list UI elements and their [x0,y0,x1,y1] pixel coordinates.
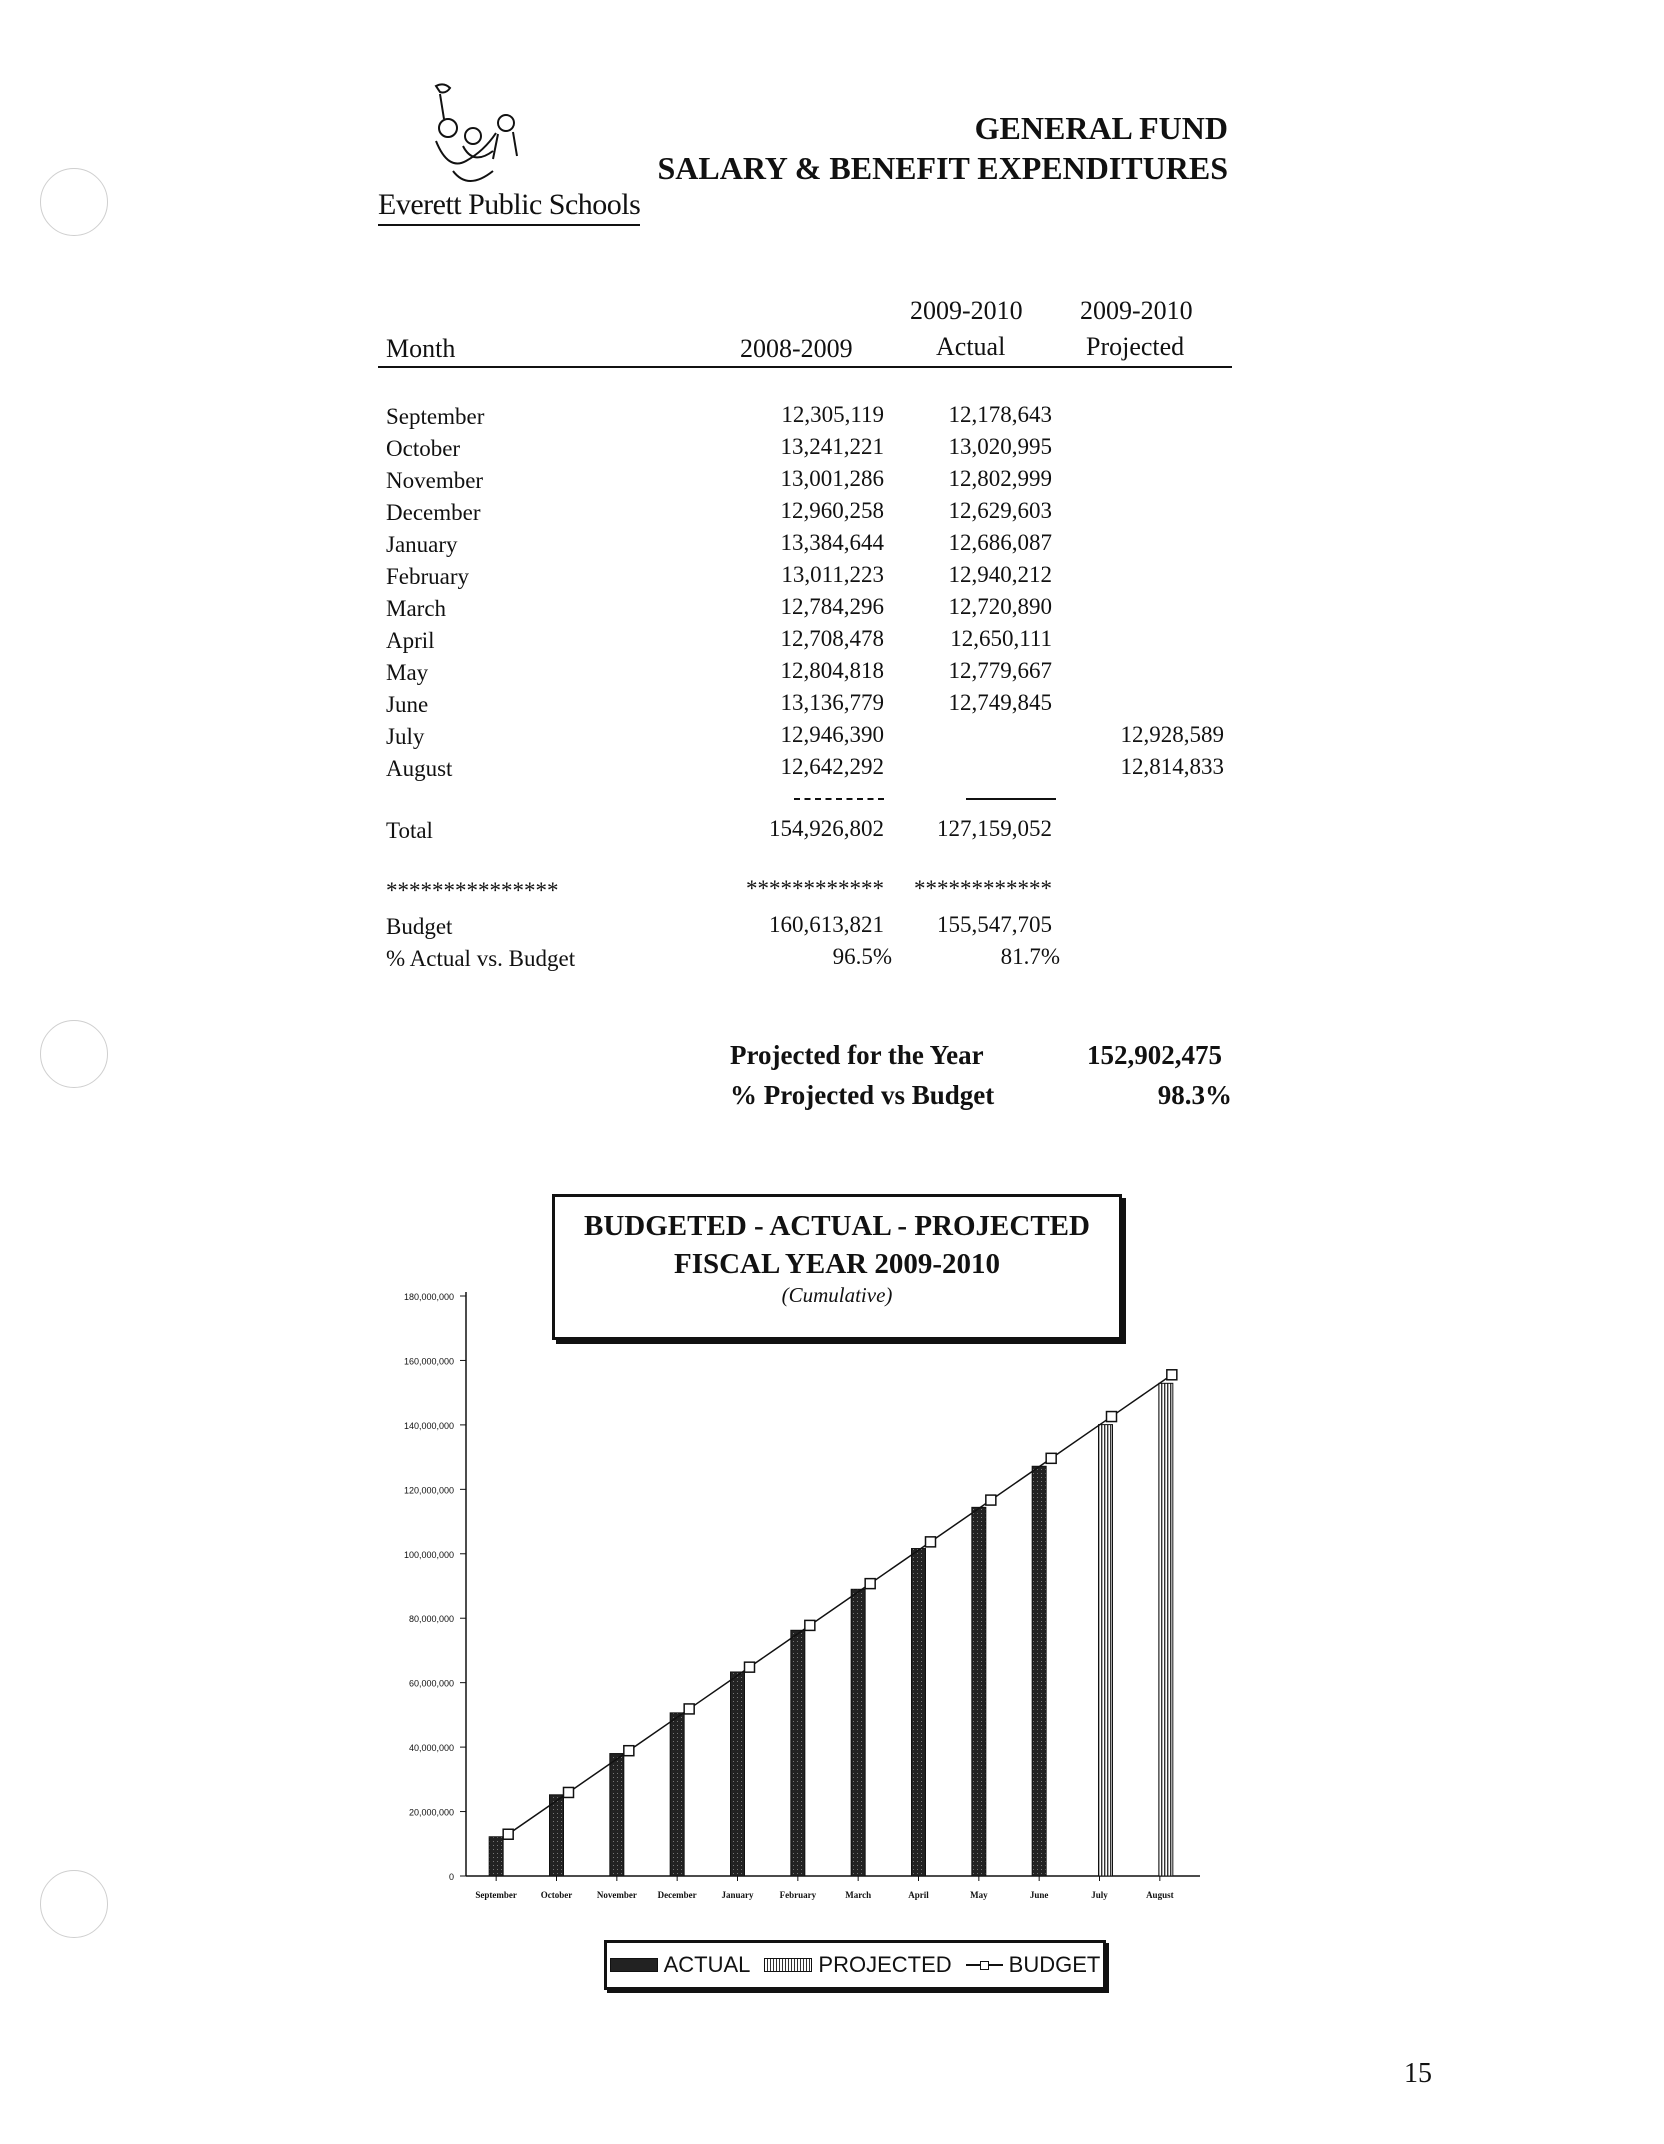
bar-actual [791,1630,805,1876]
bar-actual [489,1837,503,1876]
chart-title: BUDGETED - ACTUAL - PROJECTED [584,1210,1090,1242]
row-month: August [386,756,453,781]
row-value-projected: 12,814,833 [1120,754,1224,779]
y-tick-label: 0 [448,1872,454,1882]
row-month: December [386,500,481,525]
y-tick-label: 60,000,000 [408,1678,454,1689]
row-value-2008: 13,011,223 [781,562,884,587]
row-value-actual: 12,940,212 [948,562,1052,587]
pct-2008: 96.5% [832,944,892,969]
row-value-2008: 13,384,644 [780,530,884,555]
x-tick-label: January [721,1890,754,1900]
pct-actual: 81.7% [1000,944,1060,969]
x-tick-label: April [908,1890,929,1900]
row-month: April [386,628,435,653]
row-value-actual: 12,178,643 [948,402,1052,427]
row-value-2008: 12,804,818 [780,658,884,683]
x-tick-label: October [540,1890,573,1900]
row-month: March [386,596,447,621]
chart-note: (Cumulative) [781,1283,893,1307]
col-2009-2010-projected-label: Projected [1086,332,1185,361]
bar-actual [610,1754,624,1876]
row-value-actual: 12,720,890 [948,594,1052,619]
row-value-2008: 12,708,478 [780,626,884,651]
row-month: November [386,468,484,493]
chart-legend [604,1940,1106,1990]
projected-pct-label: % Projected vs Budget [730,1080,995,1110]
legend-projected: PROJECTED [818,1952,952,1977]
row-value-2008: 13,241,221 [780,434,884,459]
title-salary-benefit: SALARY & BENEFIT EXPENDITURES [657,150,1228,186]
bar-actual [731,1672,745,1876]
total-actual: 127,159,052 [937,816,1052,841]
budget-actual: 155,547,705 [937,912,1052,937]
row-value-2008: 12,784,296 [780,594,884,619]
stars-divider-2008: ************ [746,876,884,901]
row-value-actual: 13,020,995 [948,434,1052,459]
stars-divider: *************** [386,878,559,903]
legend-actual-swatch [610,1958,658,1972]
budget-2008: 160,613,821 [769,912,884,937]
chart-subtitle: FISCAL YEAR 2009-2010 [673,1248,1000,1280]
x-tick-label: February [779,1890,817,1900]
x-tick-label: June [1029,1890,1049,1900]
row-month: September [386,404,485,429]
point-budget [805,1620,815,1630]
x-tick-label: September [475,1890,517,1900]
col-2008-2009: 2008-2009 [740,334,853,363]
row-month: October [386,436,461,461]
col-month: Month [386,334,456,363]
line-budget [508,1375,1172,1834]
x-tick-label: July [1091,1890,1108,1900]
row-value-2008: 12,305,119 [781,402,884,427]
y-tick-label: 180,000,000 [403,1292,454,1302]
bar-actual [851,1589,865,1876]
row-value-2008: 12,642,292 [780,754,884,779]
page-number: 15 [1404,2058,1432,2089]
row-month: June [386,692,429,717]
point-budget [1167,1370,1177,1380]
row-month: February [386,564,470,589]
pct-label: % Actual vs. Budget [386,946,576,971]
row-value-projected: 12,928,589 [1120,722,1224,747]
bar-actual [670,1713,684,1876]
legend-budget-swatch [966,1961,1003,1970]
point-budget [564,1787,574,1797]
chart-title-box [552,1194,1122,1340]
point-budget [624,1746,634,1756]
point-budget [684,1704,694,1714]
point-budget [865,1579,875,1589]
logo-text: Everett Public Schools [378,188,640,226]
col-2009-2010-projected-year: 2009-2010 [1080,296,1193,325]
row-month: May [386,660,429,685]
legend-actual: ACTUAL [663,1952,751,1977]
point-budget [745,1662,755,1672]
row-value-2008: 12,960,258 [780,498,884,523]
col-2009-2010-actual-label: Actual [936,332,1006,361]
y-tick-label: 140,000,000 [403,1420,454,1431]
row-value-actual: 12,749,845 [948,690,1052,715]
row-value-actual: 12,779,667 [948,658,1052,683]
bar-actual [972,1507,986,1876]
bar-actual [912,1549,926,1876]
row-value-2008: 12,946,390 [780,722,884,747]
row-value-2008: 13,001,286 [780,466,884,491]
projected-pct-value: 98.3% [1157,1080,1232,1110]
y-tick-label: 40,000,000 [408,1743,454,1754]
projected-year-value: 152,902,475 [1087,1040,1222,1070]
row-value-actual: 12,650,111 [950,626,1052,651]
point-budget [986,1495,996,1505]
x-tick-label: March [845,1890,872,1900]
row-value-2008: 13,136,779 [780,690,884,715]
point-budget [926,1537,936,1547]
legend-projected-swatch [764,1958,812,1972]
projected-year-label: Projected for the Year [730,1040,984,1070]
x-tick-label: November [596,1890,637,1900]
stars-divider-actual: ************ [914,876,1052,901]
row-value-actual: 12,629,603 [948,498,1052,523]
point-budget [1046,1453,1056,1463]
y-tick-label: 100,000,000 [403,1549,454,1560]
x-tick-label: December [657,1890,697,1900]
col-2009-2010-actual-year: 2009-2010 [910,296,1023,325]
point-budget [1107,1412,1117,1422]
row-month: January [386,532,458,557]
bar-projected [1099,1425,1113,1876]
row-value-actual: 12,686,087 [948,530,1052,555]
legend-budget: BUDGET [1008,1952,1101,1977]
bar-actual [1032,1466,1046,1876]
point-budget [503,1829,513,1839]
y-tick-label: 160,000,000 [403,1356,454,1367]
bar-projected [1159,1383,1173,1876]
y-tick-label: 20,000,000 [408,1807,454,1818]
row-value-actual: 12,802,999 [948,466,1052,491]
x-tick-label: May [970,1890,988,1900]
y-tick-label: 120,000,000 [403,1485,454,1496]
budget-label: Budget [386,914,453,939]
title-general-fund: GENERAL FUND [974,110,1228,146]
total-2008: 154,926,802 [769,816,884,841]
x-tick-label: August [1146,1890,1174,1900]
bar-actual [550,1795,564,1876]
total-label: Total [386,818,433,843]
row-month: July [386,724,425,749]
y-tick-label: 80,000,000 [408,1614,454,1625]
